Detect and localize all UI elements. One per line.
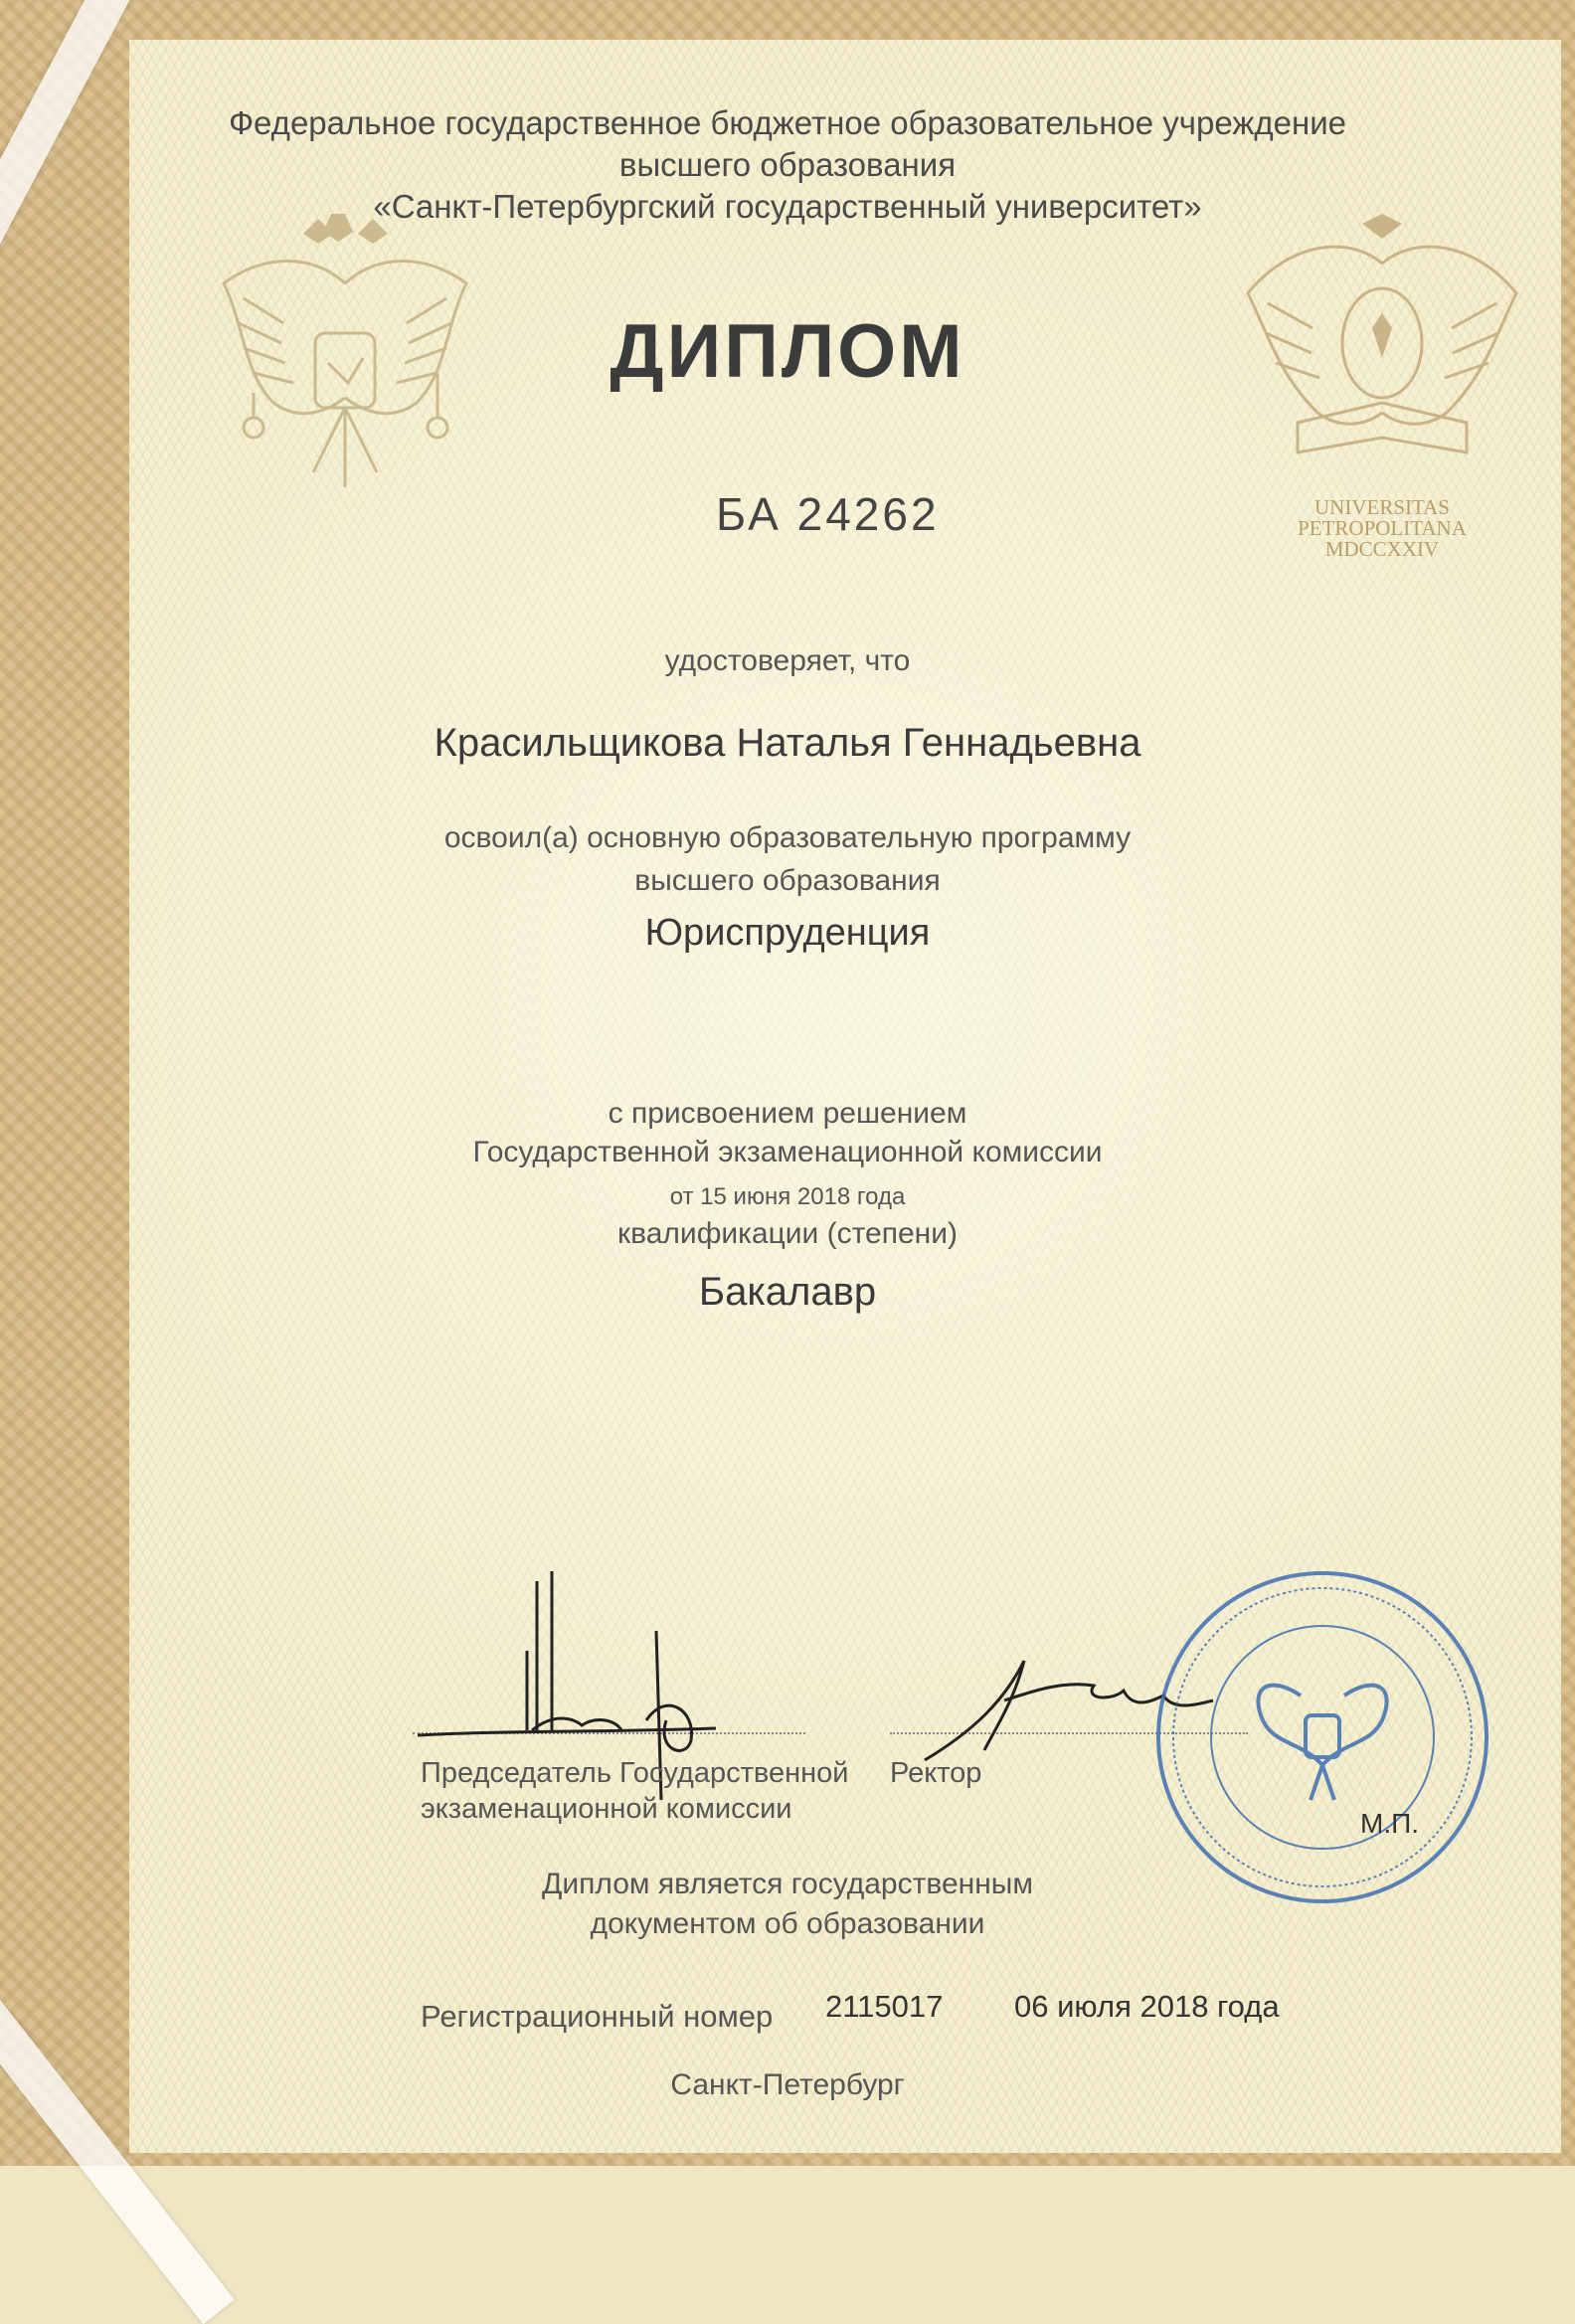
award-line-4: квалификации (степени) (617, 1217, 958, 1250)
registration-label: Регистрационный номер (421, 1999, 774, 2034)
city: Санкт-Петербург (670, 2068, 905, 2101)
program-line-2: высшего образования (634, 864, 941, 897)
state-doc-line-2: документом об образовании (590, 1907, 985, 1940)
certifies-text: удостоверяет, что (664, 644, 911, 677)
chair-label-line-2: экзаменационной комиссии (421, 1793, 792, 1825)
rector-label: Ректор (890, 1757, 982, 1789)
mp-mark: М.П. (1360, 1808, 1420, 1839)
specialty: Юриспруденция (644, 912, 931, 954)
award-line-2: Государственной экзаменационной комиссии (472, 1136, 1103, 1168)
award-line-1: с присвоением решением (608, 1097, 967, 1130)
header-line-3: «Санкт-Петербургский государственный университет» (373, 188, 1202, 225)
graduate-name: Красильщикова Наталья Геннадьевна (434, 721, 1141, 765)
registration-number: 2115017 (825, 1989, 944, 2024)
official-stamp-icon (1151, 1566, 1494, 1909)
diploma-title: ДИПЛОМ (610, 309, 965, 394)
university-emblem-icon (1238, 214, 1526, 487)
seal-line-2: PETROPOLITANA (1298, 516, 1467, 540)
registration-date: 06 июля 2018 года (1014, 1989, 1280, 2024)
header-line-1: Федеральное государственное бюджетное образовательное учреждение (228, 104, 1347, 141)
series-number: БА 24262 (716, 488, 940, 540)
chair-label-line-1: Председатель Государственной (421, 1757, 849, 1789)
degree: Бакалавр (698, 1270, 877, 1314)
award-line-3: от 15 июня 2018 года (669, 1183, 906, 1210)
header-line-2: высшего образования (618, 146, 957, 183)
seal-line-1: UNIVERSITAS (1314, 495, 1450, 519)
state-doc-line-1: Диплом является государственным (542, 1868, 1033, 1900)
program-line-1: освоил(а) основную образовательную программу (443, 821, 1132, 854)
seal-line-3: MDCCXXIV (1324, 537, 1440, 561)
